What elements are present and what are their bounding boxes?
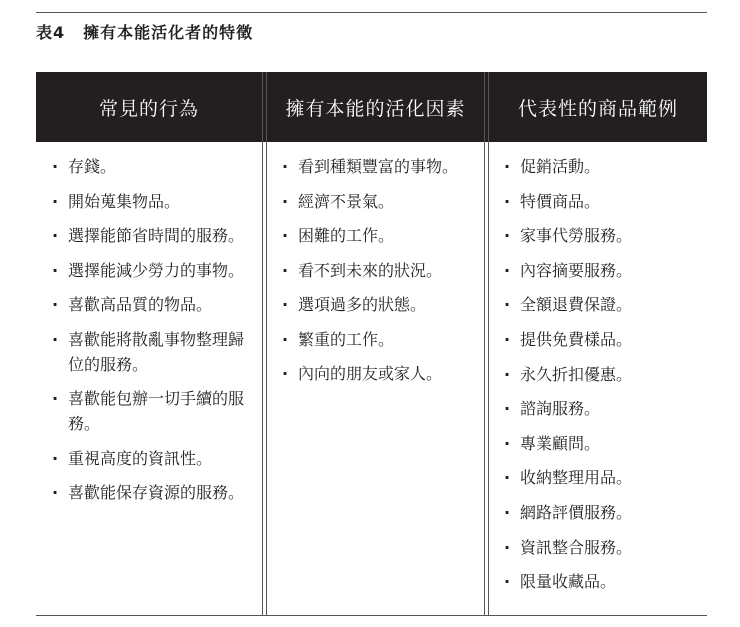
- list-item: · 網路評價服務。: [502, 500, 702, 525]
- list-item: · 選擇能減少勞力的事物。: [50, 258, 256, 283]
- list-item: · 特價商品。: [502, 189, 702, 214]
- list-item: · 收納整理用品。: [502, 465, 702, 490]
- list-item: · 家事代勞服務。: [502, 223, 702, 248]
- list-item: · 選擇能節省時間的服務。: [50, 223, 256, 248]
- column-product-examples: [502, 154, 702, 604]
- list-item: · 喜歡能保存資源的服務。: [50, 480, 256, 505]
- list-item: · 看不到未來的狀況。: [280, 258, 480, 283]
- list-item: · 喜歡高品質的物品。: [50, 292, 256, 317]
- list-item: · 重視高度的資訊性。: [50, 446, 256, 471]
- column-divider: [484, 72, 489, 616]
- list-item: · 資訊整合服務。: [502, 535, 702, 560]
- list-item: · 全額退費保證。: [502, 292, 702, 317]
- bottom-rule: [36, 615, 707, 616]
- header-activation-factors: 擁有本能的活化因素: [285, 97, 466, 120]
- header-common-behaviors: 常見的行為: [98, 97, 199, 120]
- list-item: · 選項過多的狀態。: [280, 292, 480, 317]
- list-item: · 開始蒐集物品。: [50, 189, 256, 214]
- list-item: · 提供免費樣品。: [502, 327, 702, 352]
- list-item: · 專業顧問。: [502, 431, 702, 456]
- list-item: · 促銷活動。: [502, 154, 702, 179]
- list-item: · 諮詢服務。: [502, 396, 702, 421]
- table-caption: [36, 20, 253, 43]
- list-item: · 內容摘要服務。: [502, 258, 702, 283]
- list-item: · 喜歡能包辦一切手續的服務。: [50, 386, 256, 436]
- traits-table: [36, 72, 707, 616]
- top-rule: [36, 12, 707, 13]
- list-item: · 內向的朋友或家人。: [280, 361, 480, 386]
- list-item: · 限量收藏品。: [502, 569, 702, 594]
- list-item: · 永久折扣優惠。: [502, 362, 702, 387]
- list-item: · 看到種類豐富的事物。: [280, 154, 480, 179]
- list-item: · 繁重的工作。: [280, 327, 480, 352]
- caption-title: 擁有本能活化者的特徵: [83, 23, 254, 42]
- column-divider: [262, 72, 267, 616]
- column-activation-factors: [280, 154, 480, 396]
- list-item: · 存錢。: [50, 154, 256, 179]
- header-product-examples: 代表性的商品範例: [517, 97, 678, 120]
- list-item: · 經濟不景氣。: [280, 189, 480, 214]
- caption-label: 表4: [36, 23, 66, 42]
- table-header: [36, 72, 707, 142]
- column-common-behaviors: [50, 154, 256, 515]
- list-item: · 喜歡能將散亂事物整理歸位的服務。: [50, 327, 256, 377]
- list-item: · 困難的工作。: [280, 223, 480, 248]
